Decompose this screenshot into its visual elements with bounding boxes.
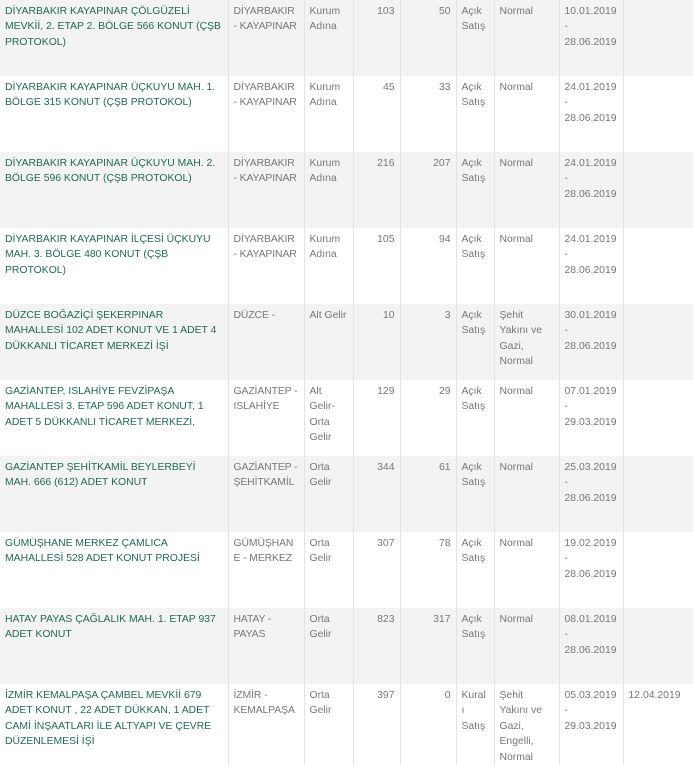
available-units-cell: 207: [400, 152, 456, 228]
available-units-cell: 317: [400, 608, 456, 684]
available-units-cell: 29: [400, 380, 456, 456]
location-cell: DÜZCE -: [228, 304, 304, 380]
available-units-cell: 78: [400, 532, 456, 608]
sale-method-cell: Açık Satış: [456, 456, 494, 532]
draw-date-cell: [623, 76, 693, 152]
sale-method-cell: Kuralı Satış: [456, 684, 494, 765]
buyer-type-cell: Normal: [494, 380, 559, 456]
buyer-type-cell: Normal: [494, 76, 559, 152]
draw-date-cell: [623, 228, 693, 304]
application-dates-cell: [559, 152, 623, 228]
buyer-type-cell: Şehit Yakını ve Gazi, Engelli, Normal: [494, 684, 559, 765]
total-units-cell: 216: [353, 152, 400, 228]
date-sep: -: [564, 477, 568, 489]
owner-type-cell: Orta Gelir: [304, 456, 353, 532]
project-name-cell: [0, 608, 228, 684]
date-end: 28.06.2019: [564, 492, 617, 504]
available-units-cell: 94: [400, 228, 456, 304]
application-dates-cell: [559, 304, 623, 380]
owner-type-cell: Orta Gelir: [304, 684, 353, 765]
sale-method-cell: Açık Satış: [456, 532, 494, 608]
project-name-cell: [0, 456, 228, 532]
project-name-link[interactable]: DİYARBAKIR KAYAPINAR ÇÖLGÜZELİ MEVKİİ, 2. ETAP 2. BÖLGE 566 KONUT (ÇŞB PROTOKOL): [5, 6, 221, 48]
table-row: [0, 532, 693, 608]
date-start: 24.01.2019: [564, 234, 617, 245]
application-dates-cell: [559, 0, 623, 76]
location-cell: GAZİANTEP - ISLAHİYE: [228, 380, 304, 456]
project-name-link[interactable]: GAZİANTEP ŞEHİTKAMİL BEYLERBEYİ MAH. 666 (612) ADET KONUT: [5, 462, 196, 489]
owner-type-cell: Kurum Adına: [304, 228, 353, 304]
date-sep: -: [564, 401, 568, 413]
table-row: [0, 228, 693, 304]
location-cell: DİYARBAKIR - KAYAPINAR: [228, 228, 304, 304]
owner-type-cell: Orta Gelir: [304, 532, 353, 608]
sale-method-cell: Açık Satış: [456, 380, 494, 456]
table-row: [0, 76, 693, 152]
project-name-cell: [0, 228, 228, 304]
date-end: 28.06.2019: [564, 36, 617, 48]
buyer-type-cell: Normal: [494, 532, 559, 608]
total-units-cell: 823: [353, 608, 400, 684]
buyer-type-cell: Normal: [494, 228, 559, 304]
draw-date-cell: [623, 608, 693, 684]
table-row: [0, 608, 693, 684]
date-sep: -: [564, 249, 568, 261]
owner-type-cell: Kurum Adına: [304, 0, 353, 76]
location-cell: İZMİR - KEMALPAŞA: [228, 684, 304, 765]
total-units-cell: 105: [353, 228, 400, 304]
date-start: 24.01.2019: [564, 82, 617, 93]
owner-type-cell: Alt Gelir-Orta Gelir: [304, 380, 353, 456]
date-start: 05.03.2019: [564, 690, 617, 701]
available-units-cell: 50: [400, 0, 456, 76]
project-name-cell: [0, 684, 228, 765]
project-name-link[interactable]: GAZİANTEP, ISLAHİYE FEVZİPAŞA MAHALLESİ 3. ETAP 596 ADET KONUT, 1 ADET 5 DÜKKANLI TİCARET MERKEZİ,: [5, 386, 204, 428]
date-end: 29.03.2019: [564, 416, 617, 428]
total-units-cell: 129: [353, 380, 400, 456]
total-units-cell: 10: [353, 304, 400, 380]
sale-method-cell: Açık Satış: [456, 304, 494, 380]
location-cell: HATAY - PAYAS: [228, 608, 304, 684]
date-start: 30.01.2019: [564, 310, 617, 321]
owner-type-cell: Alt Gelir: [304, 304, 353, 380]
table-row: [0, 684, 693, 765]
date-sep: -: [564, 21, 568, 33]
project-name-cell: [0, 0, 228, 76]
date-end: 28.06.2019: [564, 188, 617, 200]
available-units-cell: 3: [400, 304, 456, 380]
draw-date-cell: [623, 380, 693, 456]
application-dates-cell: [559, 76, 623, 152]
project-name-link[interactable]: İZMİR KEMALPAŞA ÇAMBEL MEVKİİ 679 ADET KONUT , 22 ADET DÜKKAN, 1 ADET CAMİ İNŞAATLARI İLE ALTYAPI VE ÇEVRE DÜZENLEMESİ İŞİ: [5, 690, 212, 748]
project-name-link[interactable]: HATAY PAYAS ÇAĞLALIK MAH. 1. ETAP 937 ADET KONUT: [5, 614, 216, 641]
project-name-link[interactable]: DİYARBAKIR KAYAPINAR ÜÇKUYU MAH. 2. BÖLGE 596 KONUT (ÇŞB PROTOKOL): [5, 158, 216, 185]
application-dates-cell: [559, 684, 623, 765]
table-row: [0, 0, 693, 76]
date-sep: -: [564, 173, 568, 185]
draw-date-cell: [623, 152, 693, 228]
table-row: [0, 380, 693, 456]
total-units-cell: 344: [353, 456, 400, 532]
table-row: [0, 152, 693, 228]
date-start: 08.01.2019: [564, 614, 617, 625]
total-units-cell: 45: [353, 76, 400, 152]
date-end: 29.03.2019: [564, 720, 617, 732]
buyer-type-cell: Normal: [494, 608, 559, 684]
buyer-type-cell: Normal: [494, 152, 559, 228]
date-end: 28.06.2019: [564, 264, 617, 276]
date-start: 19.02.2019: [564, 538, 617, 549]
buyer-type-cell: Şehit Yakını ve Gazi, Normal: [494, 304, 559, 380]
draw-date-cell: [623, 456, 693, 532]
owner-type-cell: Kurum Adına: [304, 152, 353, 228]
date-end: 28.06.2019: [564, 340, 617, 352]
project-name-cell: [0, 152, 228, 228]
project-name-cell: [0, 76, 228, 152]
project-name-cell: [0, 380, 228, 456]
table-row: [0, 304, 693, 380]
location-cell: DİYARBAKIR - KAYAPINAR: [228, 76, 304, 152]
available-units-cell: 61: [400, 456, 456, 532]
sale-method-cell: Açık Satış: [456, 152, 494, 228]
project-name-link[interactable]: DÜZCE BOĞAZİÇİ ŞEKERPINAR MAHALLESİ 102 ADET KONUT VE 1 ADET 4 DÜKKANLI TİCARET MERKEZİ İŞİ: [5, 310, 217, 352]
date-end: 28.06.2019: [564, 644, 617, 656]
project-name-link[interactable]: DİYARBAKIR KAYAPINAR ÜÇKUYU MAH. 1. BÖLGE 315 KONUT (ÇŞB PROTOKOL): [5, 82, 216, 109]
owner-type-cell: Kurum Adına: [304, 76, 353, 152]
sale-method-cell: Açık Satış: [456, 228, 494, 304]
total-units-cell: 397: [353, 684, 400, 765]
available-units-cell: 33: [400, 76, 456, 152]
draw-date-cell: [623, 304, 693, 380]
draw-date-cell: [623, 0, 693, 76]
sale-method-cell: Açık Satış: [456, 76, 494, 152]
project-name-link[interactable]: GÜMÜŞHANE MERKEZ ÇAMLICA MAHALLESİ 528 ADET KONUT PROJESİ: [5, 538, 200, 565]
buyer-type-cell: Normal: [494, 456, 559, 532]
total-units-cell: 307: [353, 532, 400, 608]
date-sep: -: [564, 325, 568, 337]
total-units-cell: 103: [353, 0, 400, 76]
available-units-cell: 0: [400, 684, 456, 765]
table-row: [0, 456, 693, 532]
location-cell: DİYARBAKIR - KAYAPINAR: [228, 0, 304, 76]
project-name-link[interactable]: DİYARBAKIR KAYAPINAR İLÇESİ ÜÇKUYU MAH. 3. BÖLGE 480 KONUT (ÇŞB PROTOKOL): [5, 234, 211, 276]
application-dates-cell: [559, 228, 623, 304]
draw-date-cell: [623, 532, 693, 608]
project-name-cell: [0, 532, 228, 608]
location-cell: GAZİANTEP - ŞEHİTKAMİL: [228, 456, 304, 532]
date-start: 25.03.2019: [564, 462, 617, 473]
date-sep: -: [564, 97, 568, 109]
sale-method-cell: Açık Satış: [456, 0, 494, 76]
sale-method-cell: Açık Satış: [456, 608, 494, 684]
location-cell: GÜMÜŞHANE - MERKEZ: [228, 532, 304, 608]
draw-date-cell: 12.04.2019: [623, 684, 693, 765]
date-end: 28.06.2019: [564, 568, 617, 580]
application-dates-cell: [559, 608, 623, 684]
application-dates-cell: [559, 532, 623, 608]
date-end: 28.06.2019: [564, 112, 617, 124]
date-sep: -: [564, 553, 568, 565]
date-start: 07.01.2019: [564, 386, 617, 397]
date-sep: -: [564, 629, 568, 641]
project-name-cell: [0, 304, 228, 380]
location-cell: DİYARBAKIR - KAYAPINAR: [228, 152, 304, 228]
application-dates-cell: [559, 380, 623, 456]
date-start: 24.01.2019: [564, 158, 617, 169]
date-start: 10.01.2019: [564, 6, 617, 17]
date-sep: -: [564, 705, 568, 717]
owner-type-cell: Orta Gelir: [304, 608, 353, 684]
buyer-type-cell: Normal: [494, 0, 559, 76]
application-dates-cell: [559, 456, 623, 532]
